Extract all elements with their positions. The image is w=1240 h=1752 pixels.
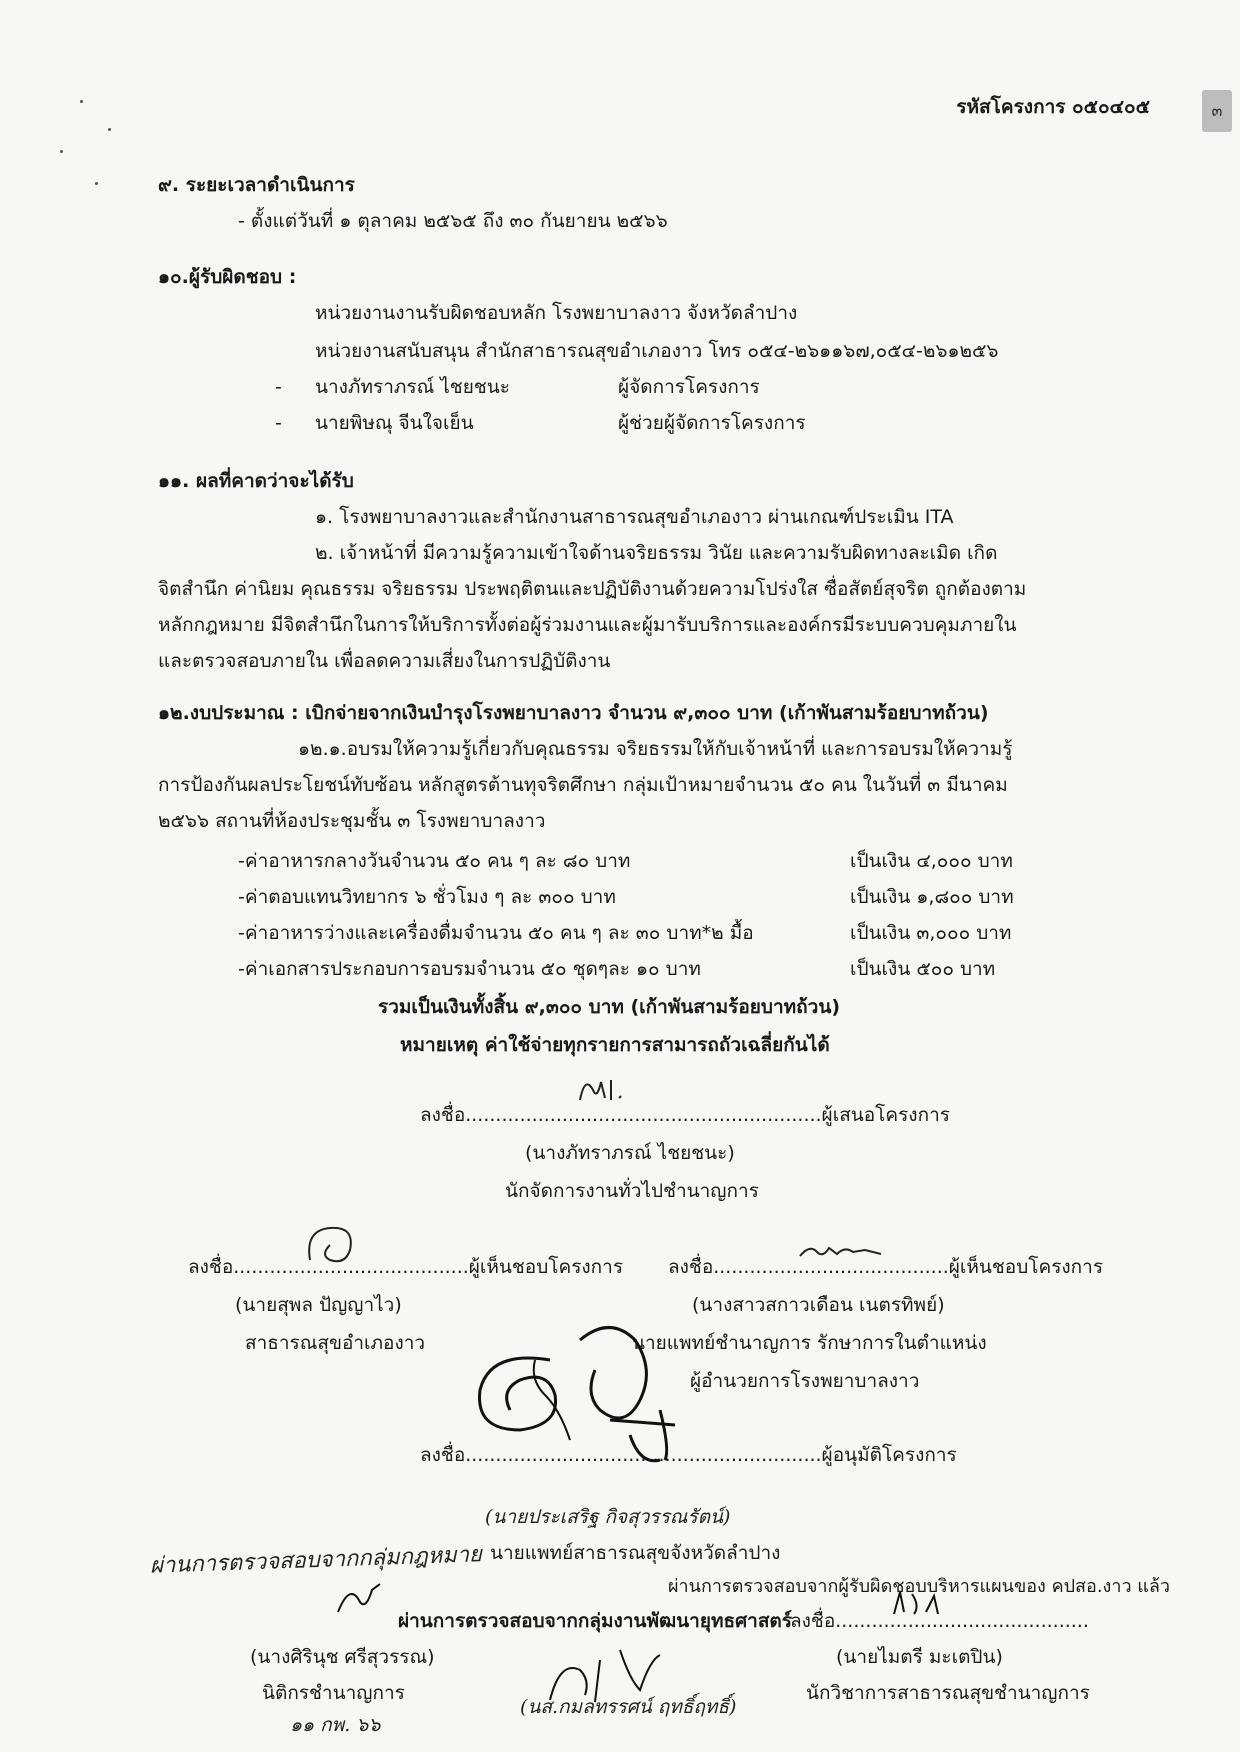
paragraph-line: หลักกฎหมาย มีจิตสำนึกในการให้บริการทั้งต่อผู้ร่วมงานและผู้มารับบริการและองค์กรมีระบบควบคุมภายใน [158, 614, 1017, 636]
budget-item-desc: -ค่าเอกสารประกอบการอบรมจำนวน ๕๐ ชุดๆละ ๑๐ บาท [238, 958, 701, 980]
scan-speck [80, 100, 83, 103]
lawyer-title: นิติกรชำนาญการ [262, 1682, 405, 1704]
paragraph-line: จิตสำนึก ค่านิยม คุณธรรม จริยธรรม ประพฤติตนและปฏิบัติงานด้วยความโปร่งใส ซื่อสัตย์สุจริต ถูกต้องตาม [158, 578, 1027, 600]
analyst-name: (นายไมตรี มะเตปิน) [836, 1646, 1003, 1668]
scan-speck [95, 182, 98, 185]
budget-item-desc: -ค่าตอบแทนวิทยากร ๖ ชั่วโมง ๆ ละ ๓๐๐ บาท [238, 886, 616, 908]
sirinuch-signature [330, 1572, 390, 1620]
approver-left-name: (นายสุพล ปัญญาไว) [235, 1294, 402, 1316]
scan-speck [108, 128, 111, 131]
budget-total: รวมเป็นเงินทั้งสิ้น ๙,๓๐๐ บาท (เก้าพันสามร้อยบาทถ้วน) [378, 996, 841, 1018]
proposer-title: นักจัดการงานทั่วไปชำนาญการ [505, 1180, 759, 1202]
person-dash: - [275, 376, 282, 398]
budget-note: หมายเหตุ ค่าใช้จ่ายทุกรายการสามารถถัวเฉลี่ยกันได้ [400, 1034, 830, 1056]
budget-item-desc: -ค่าอาหารว่างและเครื่องดื่มจำนวน ๕๐ คน ๆ ละ ๓๐ บาท*๒ มื้อ [238, 922, 754, 944]
approver-right-title-2: ผู้อำนวยการโรงพยาบาลงาว [690, 1370, 920, 1392]
final-approver-sign-line: ลงชื่อ...........................................................ผู้อนุมัติโครงการ [420, 1444, 957, 1466]
person-name: นายพิษณุ จีนใจเย็น [315, 412, 474, 434]
section-10-heading: ๑๐.ผู้รับผิดชอบ : [158, 266, 297, 288]
paragraph-line: การป้องกันผลประโยชน์ทับซ้อน หลักสูตรต้านทุจริตศึกษา กลุ่มเป้าหมายจำนวน ๕๐ คน ในวันที่ ๓ มีนาคม [158, 774, 1008, 796]
page-number-tab: ๓ [1202, 90, 1232, 132]
person-dash: - [275, 412, 282, 434]
section-12-heading: ๑๒.งบประมาณ : เบิกจ่ายจากเงินบำรุงโรงพยาบาลงาว จำนวน ๙,๓๐๐ บาท (เก้าพันสามร้อยบาทถ้วน) [158, 702, 989, 724]
budget-activity: ๑๒.๑.อบรมให้ความรู้เกี่ยวกับคุณธรรม จริยธรรมให้กับเจ้าหน้าที่ และการอบรมให้ความรู้ [298, 738, 1013, 760]
final-approver-title: นายแพทย์สาธารณสุขจังหวัดลำปาง [490, 1542, 781, 1564]
scan-speck [60, 150, 63, 153]
budget-item-desc: -ค่าอาหารกลางวันจำนวน ๕๐ คน ๆ ละ ๘๐ บาท [238, 850, 631, 872]
proposer-sign-line: ลงชื่อ...........................................................ผู้เสนอโครงการ [420, 1104, 950, 1126]
plan-check-note: ผ่านการตรวจสอบจากผู้รับผิดชอบบริหารแผนของ คปสอ.งาว แล้ว [668, 1576, 1171, 1597]
expected-result-2-continued [158, 571, 1128, 679]
approver-right-name: (นางสาวสกาวเดือน เนตรทิพย์) [692, 1294, 945, 1316]
analyst-title: นักวิชาการสาธารณสุขชำนาญการ [806, 1682, 1090, 1704]
expected-result-1: ๑. โรงพยาบาลงาวและสำนักงานสาธารณสุขอำเภองาว ผ่านเกณฑ์ประเมิน ITA [315, 506, 954, 528]
support-unit: หน่วยงานสนับสนุน สำนักสาธารณสุขอำเภองาว โทร ๐๕๔-๒๖๑๑๖๗,๐๕๔-๒๖๑๒๕๖ [315, 340, 999, 362]
approver-right-title-1: นายแพทย์ชำนาญการ รักษาการในตำแหน่ง [632, 1332, 987, 1354]
budget-item-amount: เป็นเงิน ๔,๐๐๐ บาท [850, 850, 1013, 872]
paragraph-line: ๒๕๖๖ สถานที่ห้องประชุมชั้น ๓ โรงพยาบาลงาว [158, 810, 546, 832]
approver-left-sign-line: ลงชื่อ.......................................ผู้เห็นชอบโครงการ [188, 1256, 624, 1278]
approver-right-sign-line: ลงชื่อ.......................................ผู้เห็นชอบโครงการ [668, 1256, 1104, 1278]
proposer-name: (นางภัทราภรณ์ ไชยชนะ) [525, 1142, 735, 1164]
budget-item-amount: เป็นเงิน ๕๐๐ บาท [850, 958, 996, 980]
review-date: ๑๑ กพ. ๖๖ [290, 1714, 381, 1736]
strategy-officer-name: (นส.กมลทรรศน์ ฤทธิ์ฤทธิ์) [520, 1696, 737, 1718]
approver-left-title: สาธารณสุขอำเภองาว [245, 1332, 426, 1354]
section-9-period: - ตั้งแต่วันที่ ๑ ตุลาคม ๒๕๖๕ ถึง ๓๐ กันยายน ๒๕๖๖ [238, 210, 668, 232]
person-role: ผู้ช่วยผู้จัดการโครงการ [618, 412, 806, 434]
person-name: นางภัทราภรณ์ ไชยชนะ [315, 376, 510, 398]
maitree-signature [890, 1586, 950, 1620]
budget-item-amount: เป็นเงิน ๓,๐๐๐ บาท [850, 922, 1012, 944]
project-code: รหัสโครงการ ๐๕๐๔๐๕ [956, 96, 1150, 118]
section-11-heading: ๑๑. ผลที่คาดว่าจะได้รับ [158, 470, 354, 492]
final-approver-name: (นายประเสริฐ กิจสุวรรณรัตน์) [485, 1506, 731, 1528]
budget-activity-continued [158, 767, 1128, 839]
strategy-check-note: ผ่านการตรวจสอบจากกลุ่มงานพัฒนายุทธศาสตร์ [398, 1610, 792, 1632]
section-9-heading: ๙. ระยะเวลาดำเนินการ [158, 174, 355, 196]
main-responsible-unit: หน่วยงานงานรับผิดชอบหลัก โรงพยาบาลงาว จังหวัดลำปาง [315, 302, 798, 324]
budget-item-amount: เป็นเงิน ๑,๘๐๐ บาท [850, 886, 1014, 908]
footer-sign-line: ลงชื่อ.......................................... [790, 1610, 1089, 1632]
expected-result-2: ๒. เจ้าหน้าที่ มีความรู้ความเข้าใจด้านจริยธรรม วินัย และความรับผิดทางละเมิด เกิด [315, 542, 998, 564]
legal-check-handwritten-note: ผ่านการตรวจสอบจากกลุ่มกฎหมาย [149, 1542, 483, 1579]
paragraph-line: และตรวจสอบภายใน เพื่อลดความเสี่ยงในการปฏิบัติงาน [158, 650, 611, 672]
lawyer-name: (นางศิรินุช ศรีสุวรรณ) [250, 1646, 435, 1668]
person-role: ผู้จัดการโครงการ [618, 376, 760, 398]
